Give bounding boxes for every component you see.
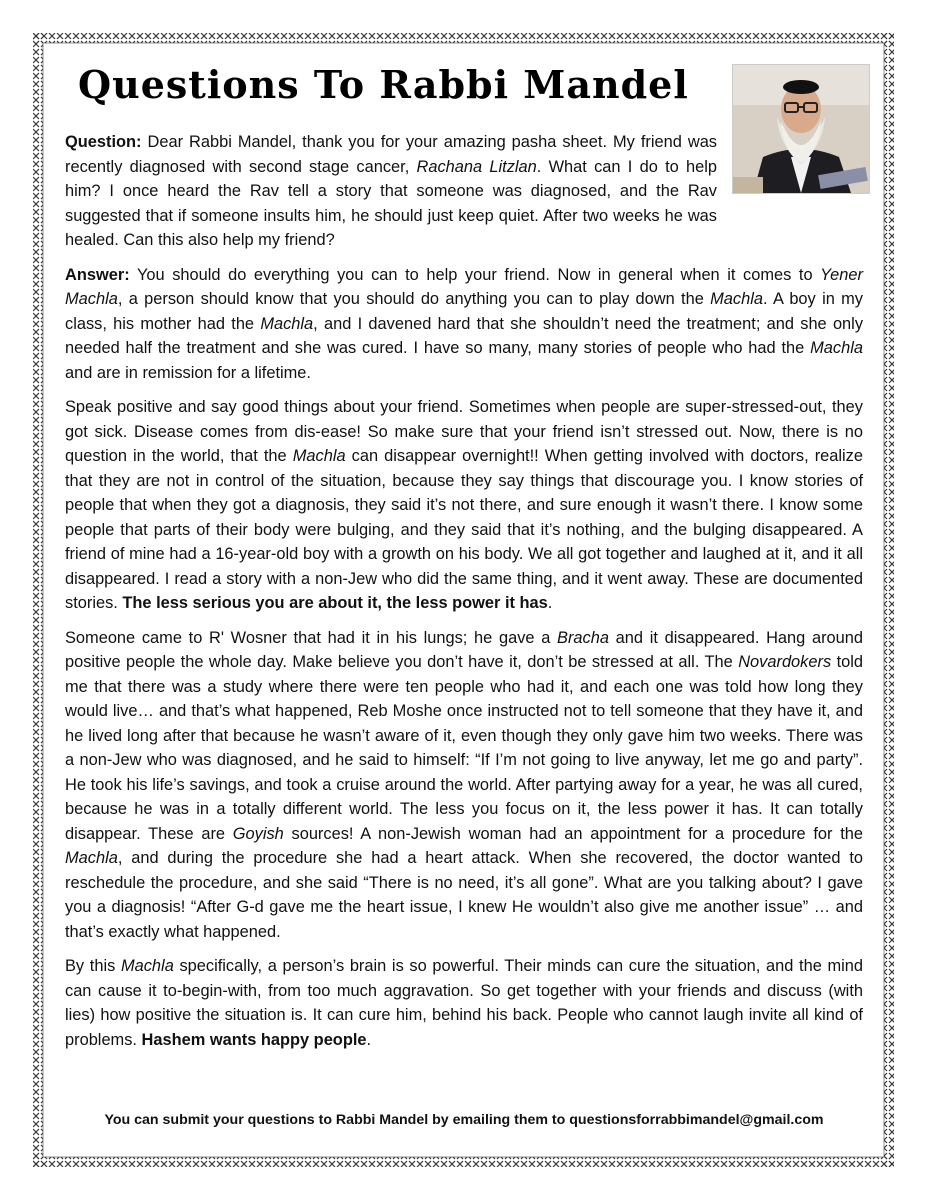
answer-paragraph-1: Answer: You should do everything you can to help your friend. Now in general when it comes to Yener Machla, a person should know that you should do anything you can to play down the Machla. A boy in my class, his mother had the Machla, and I davened hard that she shouldn’t need the treatment; and she only needed half the treatment and she was cured. I have so many, many stories of people who had the Machla and are in remission for a lifetime.: [65, 265, 864, 382]
page-title: Questions To Rabbi Mandel: [78, 62, 689, 107]
question-paragraph: Question: Dear Rabbi Mandel, thank you for your amazing pasha sheet. My friend was recently diagnosed with second stage cancer, Rachana Litzlan. What can I do to help him? I once heard the Rav tell a story that someone was diagnosed, and the Rav suggested that if someone insults him, he should just keep quiet. After two weeks he was healed. Can this also help my friend?: [65, 133, 717, 249]
answer-paragraph-4: By this Machla specifically, a person’s brain is so powerful. Their minds can cure the situation, and the mind can cause it to-begin-with, from too much aggravation. So get together with your friends and discuss (with lies) how positive the situation is. It can cure him, behind his back. People who cannot laugh invite all kind of problems. Hashem wants happy people.: [65, 957, 863, 1049]
answer-label: Answer:: [65, 265, 130, 284]
question-label: Question:: [65, 133, 142, 151]
article-body: [65, 130, 863, 1062]
footer-submission-note: You can submit your questions to Rabbi Mandel by emailing them to questionsforrabbimandel@gmail.com: [104, 1112, 824, 1128]
answer-paragraph-2: Speak positive and say good things about your friend. Sometimes when people are super-stressed-out, they got sick. Disease comes from dis-ease! So make sure that your friend isn’t stressed out. Now, there is no question in the world, that the Machla can disappear overnight!! When getting involved with doctors, realize that they are not in control of the situation, because they say things that discourage you. I know stories of people that when they got a diagnosis, they said it’s not there, and sure enough it wasn’t there. I know some people that parts of their body were bulging, and they said that it’s nothing, and the bulging disappeared. A friend of mine had a 16-year-old boy with a growth on his body. We all got together and laughed at it, and it all disappeared. I read a story with a non-Jew who did the same thing, and it went away. These are documented stories. The less serious you are about it, the less power it has.: [65, 398, 863, 612]
answer-paragraph-3: Someone came to R' Wosner that had it in his lungs; he gave a Bracha and it disappeared. Hang around positive people the whole day. Make believe you don’t have it, don’t be stressed at all. The Novardokers told me that there was a study where there were ten people who had it, and each one was told how long they would live… and that’s what happened, Reb Moshe once instructed not to tell someone that they have it, and he lived long after that because he wasn’t aware of it, even though they only gave him two weeks. There was a non-Jew who was diagnosed, and he said to himself: “If I’m not going to live anyway, let me go and party”. He took his life’s savings, and took a cruise around the world. After partying away for a year, he was all cured, because he was in a totally different world. The less you focus on it, the less power it has. It can totally disappear. These are Goyish sources! A non-Jewish woman had an appointment for a procedure for the Machla, and during the procedure she had a heart attack. When she recovered, the doctor wanted to reschedule the procedure, and she said “There is no need, it’s all gone”. What are you talking about? I gave you a diagnosis! “After G-d gave me the heart issue, I knew He wouldn’t also give me another issue” … and that’s exactly what happened.: [65, 628, 864, 941]
